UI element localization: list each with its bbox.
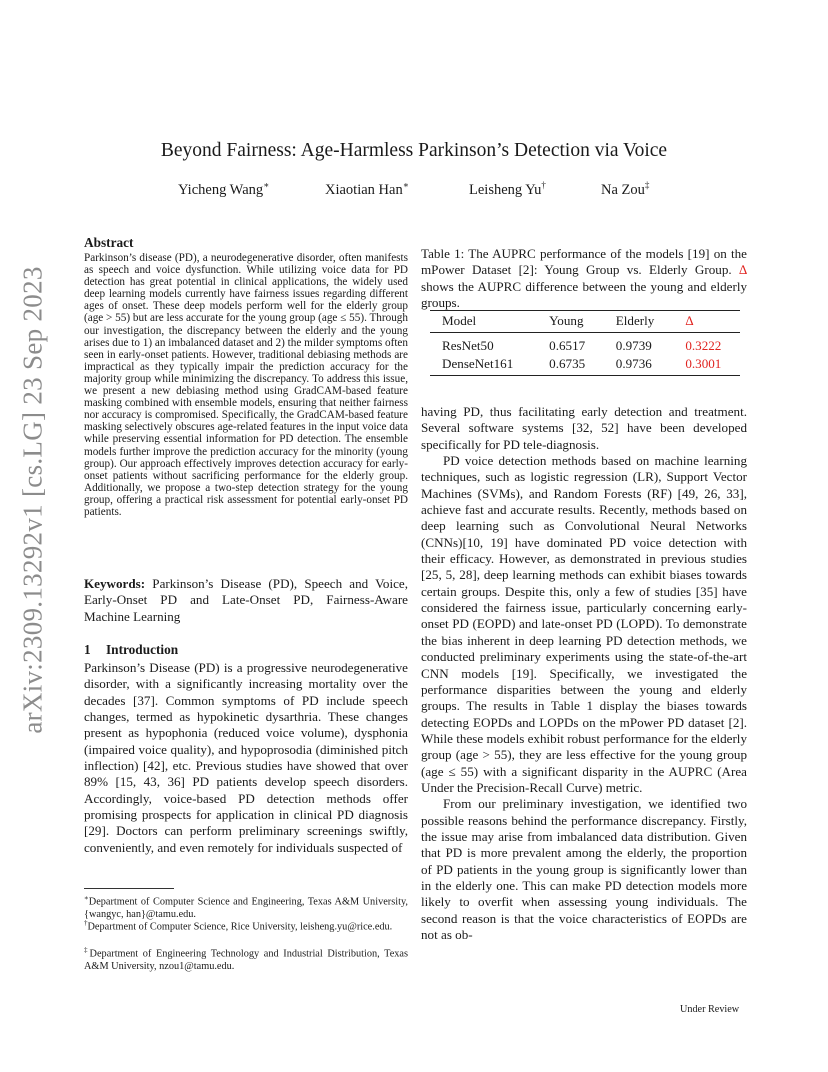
table-header-row [430,311,740,333]
abstract-heading: Abstract [84,235,134,250]
header-elderly: Elderly [615,313,655,328]
paper-title: Beyond Fairness: Age-Harmless Parkinson’s Detection via Voice [160,140,668,161]
keywords-label: Keywords: [84,576,146,591]
paragraph: From our preliminary investigation, we identified two possible reasons behind the performance discrepancy. Firstly, the issue may arise from imbalanced data distribution. Given that PD is more prevalent among the elderly, the proportion of PD patients in the young group is significantly lower than in the elderly one. This can make PD detection models more likely to overfit when assessing young individuals. The second reason is that the voice characteristics of EOPDs are not as ob- [421,796,747,942]
paragraph: having PD, thus facilitating early detection and treatment. Several software systems [32, 52] have been developed specifically for PD tele-diagnosis. [421,404,747,452]
section-heading: 1 Introduction [84,642,179,657]
keywords [84,576,408,625]
arxiv-sidebar-stamp [10,266,56,734]
table-caption: Table 1: The AUPRC performance of the models [19] on the mPower Dataset [2]: Young Group vs. Elderly Group. ∆ shows the AUPRC difference between the young and elderly groups. [421,246,747,311]
table-row: ResNet50 0.6517 0.9739 0.3222 [442,338,722,353]
footnote: ∗Department of Computer Science and Engineering, Texas A&M University, {wangyc, han}@tamu.edu. [84,894,408,920]
right-column-body [421,404,747,943]
author-name: Xiaotian Han∗ [325,180,409,198]
abstract-text: Parkinson’s disease (PD), a neurodegenerative disorder, often manifests as speech and voice dysfunction. While utilizing voice data for PD detection has great potential in clinical applications, the widely used deep learning models currently have fairness issues regarding different ages of onset. These deep models perform well for the elderly group (age > 55) but are less accurate for the young group (age ≤ 55). Through our investigation, the discrepancy between the elderly and the young arises due to 1) an imbalanced dataset and 2) the milder symptoms often seen in early-onset patients. However, traditional debiasing methods are impractical as they typically impair the prediction accuracy for the majority group while minimizing the discrepancy. To address this issue, we present a new debiasing method using GradCAM-based feature masking combined with ensemble models, ensuring that neither fairness nor accuracy is compromised. Specifically, the GradCAM-based feature masking selectively obscures age-related features in the input voice data while preserving essential information for PD detection. The ensemble models further improve the prediction accuracy for the minority (young group). Our approach effectively improves detection accuracy for early-onset patients without sacrificing performance for the elderly group. Additionally, we propose a two-step detection strategy for the young group, offering a practical risk assessment for potential early-onset PD patients. [84,252,408,518]
footnote-rule [84,888,174,889]
delta-symbol: ∆ [738,262,747,278]
footnote: †Department of Computer Science, Rice University, leisheng.yu@rice.edu. [84,919,393,933]
paragraph: PD voice detection methods based on machine learning techniques, such as logistic regression (LR), Support Vector Machines (SVMs), and Random Forests (RF) [49, 26, 33], achieve fast and accurate results. Recently, methods based on deep learning such as Convolutional Neural Networks (CNNs)[10, 19] have dominated PD voice detection with their efficacy. However, as demonstrated in previous studies [25, 5, 28], deep learning methods can exhibit biases towards certain groups. Despite this, only a few of studies [35] have considered the fairness issue, particularly concerning early-onset PD (EOPD) and late-onset PD (LOPD). To demonstrate the bias inherent in deep learning PD detection methods, we conducted preliminary experiments using the state-of-the-art CNN models [19]. Specifically, we investigated the performance disparities between the young and elderly groups. The results in Table 1 display the biases towards detecting EOPDs and LOPDs on the mPower PD dataset [2]. While these models exhibit robust performance for the elderly group (age > 55), they are less effective for the young group (age ≤ 55) with a significant disparity in the AUPRC (Area Under the Precision-Recall Curve) metric. [421,453,747,795]
header-model: Model [442,313,477,328]
table-row: DenseNet161 0.6735 0.9736 0.3001 [430,355,740,376]
header-young: Young [549,313,584,328]
author-name: Na Zou‡ [601,180,650,198]
intro-paragraph: Parkinson’s Disease (PD) is a progressive neurodegenerative disorder, with a significantly increasing mortality over the decades [37]. Common symptoms of PD include speech changes, termed as hypokinetic dysarthria. These changes present as hypophonia (reduced voice volume), dysphonia (impaired voice quality), and hypoprosodia (diminished pitch inflection) [42], etc. Previous studies have showed that over 89% [15, 43, 36] PD patients develop speech disorders. Accordingly, voice-based PD detection methods offer promising prospects for application in clinical PD diagnosis [29]. Doctors can perform preliminary screenings swiftly, conveniently, and even remotely for individuals suspected of [84,660,408,855]
header-delta: ∆ [685,313,694,328]
footer-under-review: Under Review [680,1004,740,1015]
footnote: ‡Department of Engineering Technology and Industrial Distribution, Texas A&M University, nzou1@tamu.edu. [84,946,409,972]
arxiv-id: arXiv:2309.13292v1 [cs.LG] 23 Sep 2023 [17,266,48,734]
results-table [430,310,740,376]
author-name: Leisheng Yu† [469,180,546,198]
author-name: Yicheng Wang∗ [178,180,270,198]
keywords-text: Parkinson’s Disease (PD), Speech and Voice, Early-Onset PD and Late-Onset PD, Fairness-Aware Machine Learning [84,576,408,624]
